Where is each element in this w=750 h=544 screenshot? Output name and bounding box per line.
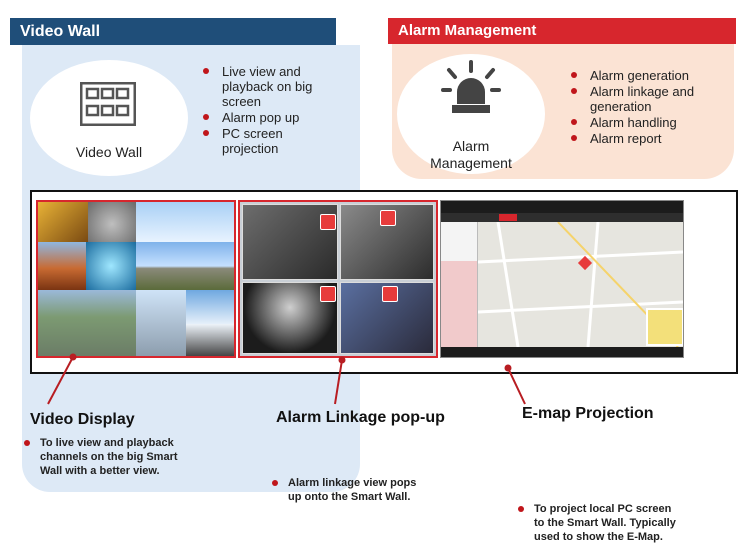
video-display-desc-line: Wall with a better view. (40, 465, 160, 477)
video-wall-bullet: Alarm pop up (200, 110, 330, 125)
video-wall-bullet: PC screen projection (200, 126, 330, 156)
connector-dot (70, 354, 77, 361)
video-display-title: Video Display (30, 411, 135, 428)
alarm-bullet: Alarm linkage and generation (568, 84, 718, 114)
alarm-linkage-desc (272, 476, 488, 504)
alarm-bullet: Alarm handling (568, 115, 718, 130)
connector-dot (339, 357, 346, 364)
alarm-icon-label-line1: Alarm (452, 138, 490, 154)
emap-title: E-map Projection (522, 405, 654, 422)
video-display-desc-line: To live view and playback (40, 437, 174, 449)
alarm-linkage-desc-line: up onto the Smart Wall. (288, 491, 411, 503)
alarm-linkage-title: Alarm Linkage pop-up (276, 409, 445, 426)
alarm-bullet: Alarm report (568, 131, 718, 146)
emap-desc-line: To project local PC screen (534, 503, 672, 515)
emap-desc (518, 502, 734, 544)
video-wall-header: Video Wall (10, 18, 336, 45)
alarm-management-header: Alarm Management (388, 18, 736, 44)
video-display-desc (24, 436, 240, 478)
connector-video-display (48, 357, 73, 404)
alarm-icon-label-line2: Management (430, 155, 512, 171)
alarm-bullet: Alarm generation (568, 68, 718, 83)
emap-desc-line: to the Smart Wall. Typically (534, 517, 676, 529)
connector-dot (505, 365, 512, 372)
video-wall-bullet: Live view and playback on big screen (200, 64, 330, 109)
video-display-desc-line: channels on the big Smart (40, 451, 178, 463)
connector-emap (508, 368, 525, 404)
connector-alarm-linkage (335, 360, 342, 404)
video-wall-icon-label: Video Wall (75, 144, 143, 160)
alarm-linkage-desc-line: Alarm linkage view pops (288, 477, 417, 489)
emap-desc-line: used to show the E-Map. (534, 531, 663, 543)
